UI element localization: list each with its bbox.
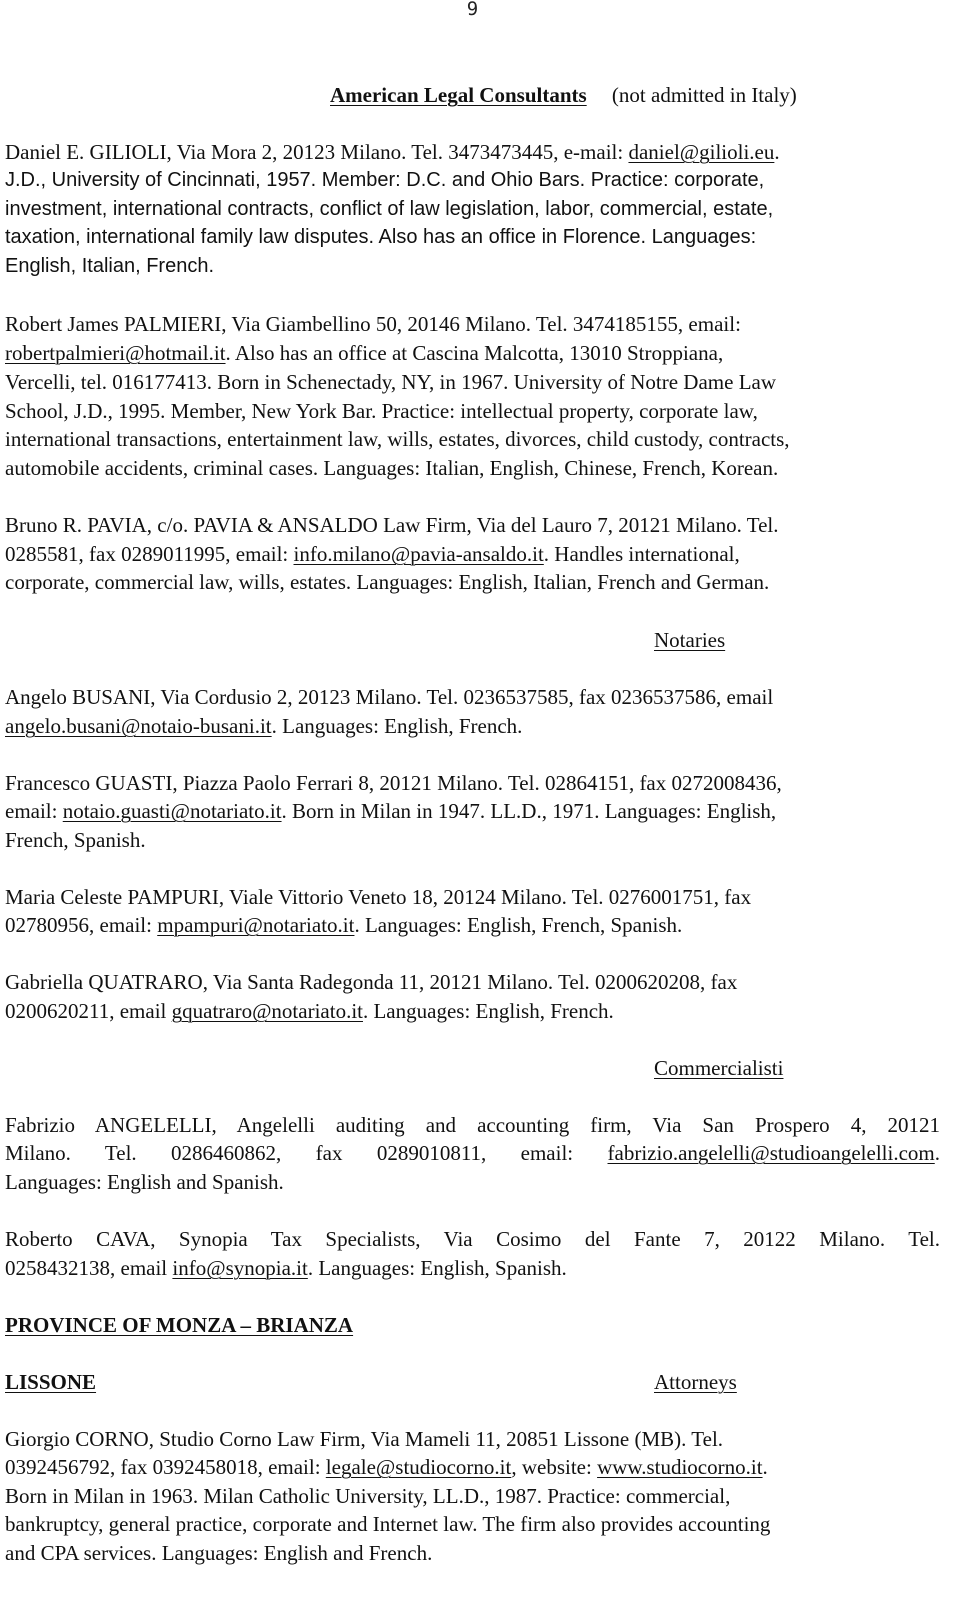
entry-line: investment, international contracts, conflict of law legislation, labor, commercial, estate, [5, 198, 774, 220]
entry-line: Languages: English and Spanish. [5, 1170, 284, 1194]
entry-line: Maria Celeste PAMPURI, Viale Vittorio Veneto 18, 20124 Milano. Tel. 0276001751, fax [5, 885, 752, 909]
entry-line: Milano. Tel. 0286460862, fax 0289010811, email: fabrizio.angelelli@studioangelelli.com. [5, 1141, 940, 1165]
email-link[interactable]: daniel@gilioli.eu [628, 140, 775, 164]
section-heading-notaries: Notaries [654, 628, 726, 652]
entry-line: Gabriella QUATRARO, Via Santa Radegonda 11, 20121 Milano. Tel. 0200620208, fax [5, 970, 738, 994]
entry-line: taxation, international family law disputes. Also has an office in Florence. Languages: [5, 226, 757, 248]
city-heading: LISSONE [5, 1370, 97, 1394]
entry-line: email: notaio.guasti@notariato.it. Born in Milan in 1947. LL.D., 1971. Languages: English, [5, 799, 777, 823]
email-link[interactable]: info.milano@pavia-ansaldo.it [293, 542, 544, 566]
email-link[interactable]: robertpalmieri@hotmail.it [5, 341, 226, 365]
entry-line: Giorgio CORNO, Studio Corno Law Firm, Via Mameli 11, 20851 Lissone (MB). Tel. [5, 1427, 724, 1451]
entry-line: angelo.busani@notaio-busani.it. Languages: English, French. [5, 714, 523, 738]
entry-line: School, J.D., 1995. Member, New York Bar. Practice: intellectual property, corporate law, [5, 399, 758, 423]
email-link[interactable]: gquatraro@notariato.it [171, 999, 363, 1023]
email-link[interactable]: mpampuri@notariato.it [157, 913, 355, 937]
section-note: (not admitted in Italy) [611, 83, 797, 107]
entry-line: Angelo BUSANI, Via Cordusio 2, 20123 Milano. Tel. 0236537585, fax 0236537586, email [5, 685, 774, 709]
entry-line: corporate, commercial law, wills, estates. Languages: English, Italian, French and German. [5, 570, 770, 594]
email-link[interactable]: fabrizio.angelelli@studioangelelli.com [607, 1141, 935, 1165]
entry-line: and CPA services. Languages: English and French. [5, 1541, 433, 1565]
email-link[interactable]: notaio.guasti@notariato.it [62, 799, 282, 823]
entry-line: English, Italian, French. [5, 255, 214, 277]
entry-line: French, Spanish. [5, 828, 146, 852]
entry-line: Robert James PALMIERI, Via Giambellino 50, 20146 Milano. Tel. 3474185155, email: [5, 312, 741, 336]
email-link[interactable]: angelo.busani@notaio-busani.it [5, 714, 272, 738]
email-link[interactable]: info@synopia.it [172, 1256, 308, 1280]
entry-line: Francesco GUASTI, Piazza Paolo Ferrari 8, 20121 Milano. Tel. 02864151, fax 0272008436, [5, 771, 782, 795]
entry-line: Born in Milan in 1963. Milan Catholic University, LL.D., 1987. Practice: commercial, [5, 1484, 731, 1508]
entry-line: 0258432138, email info@synopia.it. Languages: English, Spanish. [5, 1256, 567, 1280]
section-heading-attorneys: Attorneys [654, 1370, 737, 1394]
entry-line: 02780956, email: mpampuri@notariato.it. Languages: English, French, Spanish. [5, 913, 683, 937]
entry-line: international transactions, entertainment law, wills, estates, divorces, child custody, contracts, [5, 427, 790, 451]
entry-line: Vercelli, tel. 016177413. Born in Schenectady, NY, in 1967. University of Notre Dame Law [5, 370, 777, 394]
email-link[interactable]: legale@studiocorno.it [325, 1455, 512, 1479]
entry-line: Fabrizio ANGELELLI, Angelelli auditing and accounting firm, Via San Prospero 4, 20121 [5, 1113, 940, 1137]
section-heading-commercialisti: Commercialisti [654, 1056, 784, 1080]
entry-line: 0392456792, fax 0392458018, email: legale@studiocorno.it, website: www.studiocorno.it. [5, 1455, 768, 1479]
entry-line: automobile accidents, criminal cases. Languages: Italian, English, Chinese, French, Korean. [5, 456, 779, 480]
entry-line: J.D., University of Cincinnati, 1957. Member: D.C. and Ohio Bars. Practice: corporate, [5, 169, 765, 191]
entry-line: robertpalmieri@hotmail.it. Also has an office at Cascina Malcotta, 13010 Stroppiana, [5, 341, 724, 365]
section-heading-american [330, 81, 797, 110]
entry-line: Bruno R. PAVIA, c/o. PAVIA & ANSALDO Law Firm, Via del Lauro 7, 20121 Milano. Tel. [5, 513, 779, 537]
province-heading: PROVINCE OF MONZA – BRIANZA [5, 1313, 354, 1337]
entry-line: 0285581, fax 0289011995, email: info.milano@pavia-ansaldo.it. Handles international, [5, 542, 740, 566]
entry-line: 0200620211, email gquatraro@notariato.it. Languages: English, French. [5, 999, 614, 1023]
entry-line: bankruptcy, general practice, corporate and Internet law. The firm also provides accounting [5, 1512, 771, 1536]
entry-line: Daniel E. GILIOLI, Via Mora 2, 20123 Milano. Tel. 3473473445, e-mail: daniel@gilioli.eu. [5, 140, 780, 164]
website-link[interactable]: www.studiocorno.it [597, 1455, 763, 1479]
entry-line: Roberto CAVA, Synopia Tax Specialists, Via Cosimo del Fante 7, 20122 Milano. Tel. [5, 1227, 940, 1251]
page-number: 9 [466, 0, 479, 20]
section-title: American Legal Consultants [330, 83, 587, 107]
